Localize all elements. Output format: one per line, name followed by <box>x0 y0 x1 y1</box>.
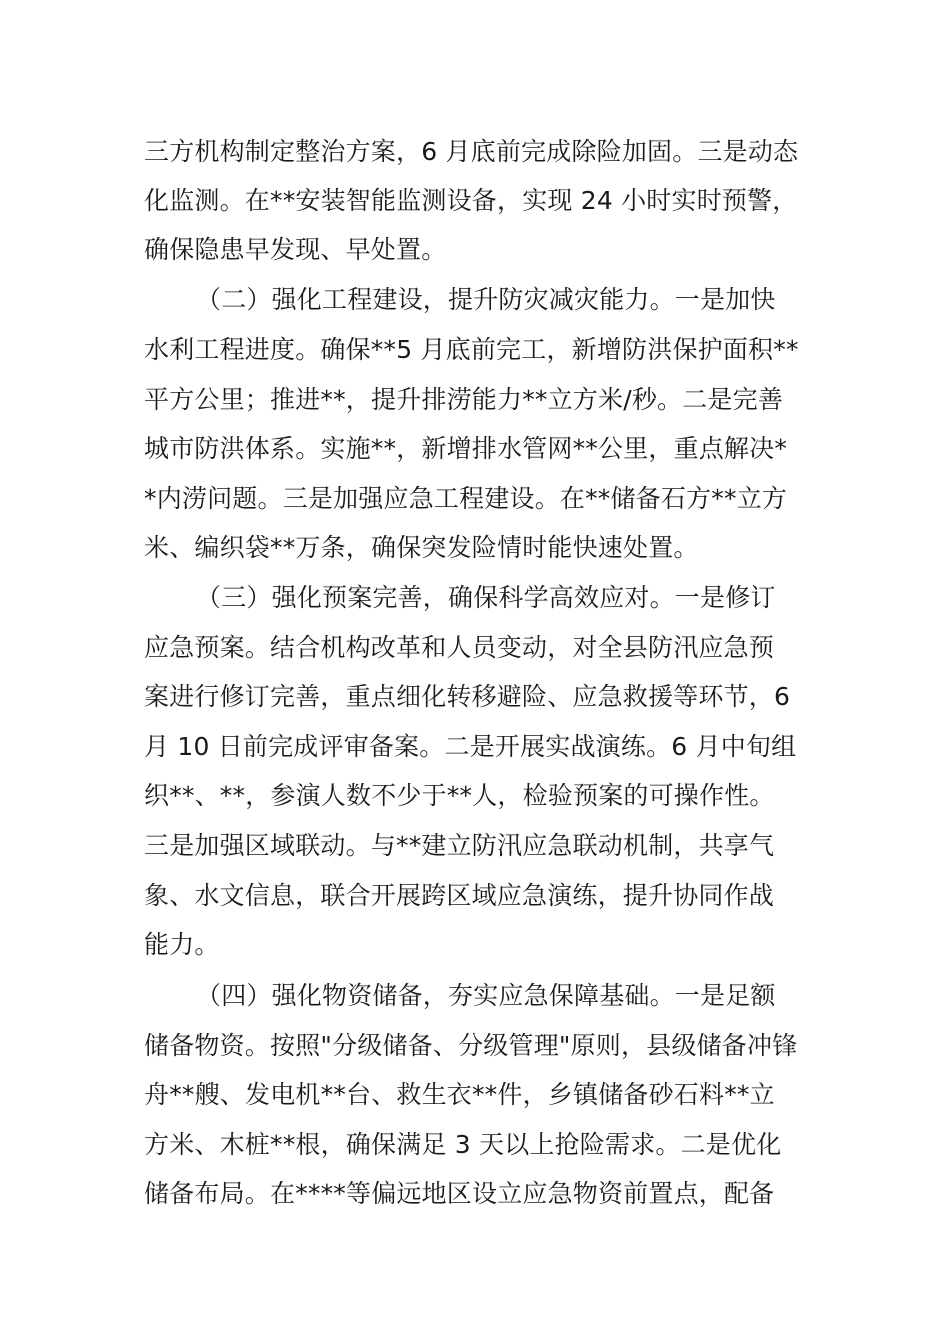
text-line: 城市防洪体系。实施**，新增排水管网**公里，重点解决* <box>144 434 788 463</box>
text-line: 三方机构制定整治方案，6 月底前完成除险加固。三是动态 <box>144 137 799 166</box>
text-line: 能力。 <box>144 930 220 959</box>
text-line: 方米、木桩**根，确保满足 3 天以上抢险需求。二是优化 <box>144 1130 782 1159</box>
text-line: 三是加强区域联动。与**建立防汛应急联动机制，共享气 <box>144 831 775 860</box>
text-line: 案进行修订完善，重点细化转移避险、应急救援等环节，6 <box>144 682 791 711</box>
text-line: 月 10 日前完成评审备案。二是开展实战演练。6 月中旬组 <box>144 732 797 761</box>
text-line: 确保隐患早发现、早处置。 <box>144 235 447 264</box>
text-line: 米、编织袋**万条，确保突发险情时能快速处置。 <box>144 533 699 562</box>
text-line: 象、水文信息，联合开展跨区域应急演练，提升协同作战 <box>144 881 775 910</box>
text-line: 储备布局。在****等偏远地区设立应急物资前置点，配备 <box>144 1179 775 1208</box>
text-line: 水利工程进度。确保**5 月底前完工，新增防洪保护面积** <box>144 335 799 364</box>
section-heading-4: （四）强化物资储备，夯实应急保障基础。一是足额 <box>196 981 776 1010</box>
text-line: 平方公里；推进**，提升排涝能力**立方米/秒。二是完善 <box>144 385 784 414</box>
text-line: 储备物资。按照"分级储备、分级管理"原则，县级储备冲锋 <box>144 1031 798 1060</box>
text-line: 应急预案。结合机构改革和人员变动，对全县防汛应急预 <box>144 633 775 662</box>
text-line: 织**、**，参演人数不少于**人，检验预案的可操作性。 <box>144 781 775 810</box>
text-line: 化监测。在**安装智能监测设备，实现 24 小时实时预警， <box>144 186 798 215</box>
text-line: 舟**艘、发电机**台、救生衣**件，乡镇储备砂石料**立 <box>144 1080 775 1109</box>
section-heading-3: （三）强化预案完善，确保科学高效应对。一是修订 <box>196 583 776 612</box>
text-line: *内涝问题。三是加强应急工程建设。在**储备石方**立方 <box>144 484 788 513</box>
section-heading-2: （二）强化工程建设，提升防灾减灾能力。一是加快 <box>196 285 776 314</box>
